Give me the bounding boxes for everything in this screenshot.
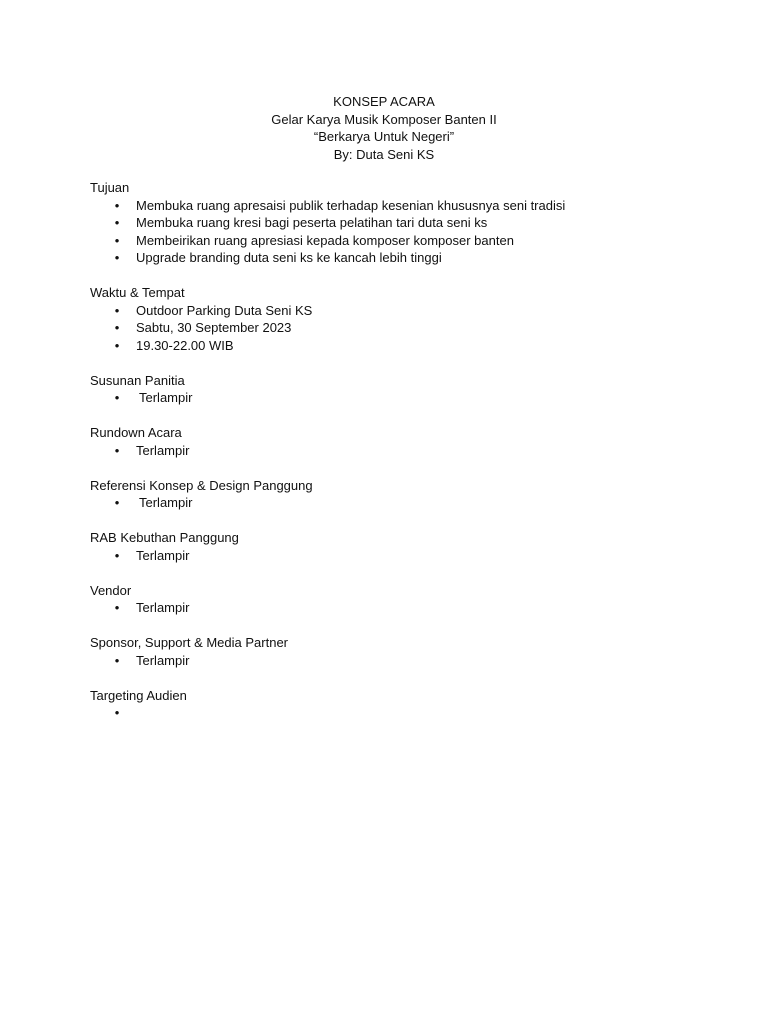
bullet-icon: • [114, 600, 120, 615]
list-item-text: 19.30-22.00 WIB [136, 337, 234, 353]
bullet-list [90, 197, 690, 267]
section-heading: Referensi Konsep & Design Panggung [90, 477, 313, 493]
bullet-icon: • [114, 442, 120, 458]
bullet-icon: • [114, 705, 120, 720]
document-title: KONSEP ACARA [333, 94, 435, 109]
bullet-icon: • [114, 215, 120, 230]
section-sponsor [90, 634, 690, 669]
document-body [90, 179, 690, 722]
section-heading: Susunan Panitia [90, 372, 185, 388]
list-item-text: Sabtu, 30 September 2023 [136, 320, 292, 335]
list-item-text: Membeirikan ruang apresiasi kepada komposer komposer banten [136, 232, 514, 248]
list-item-text: Upgrade branding duta seni ks ke kancah lebih tinggi [136, 250, 442, 265]
section-heading: Sponsor, Support & Media Partner [90, 635, 289, 650]
bullet-icon: • [114, 495, 120, 510]
list-item-text: Terlampir [139, 495, 193, 510]
list-item [90, 704, 690, 722]
section-rundown-acara [90, 424, 690, 459]
list-item [90, 302, 690, 320]
event-organizer: By: Duta Seni KS [333, 146, 435, 162]
list-item [90, 214, 690, 232]
list-item [90, 232, 690, 250]
section-tujuan [90, 179, 690, 267]
bullet-list [90, 389, 690, 407]
list-item [90, 319, 690, 337]
section-rab [90, 529, 690, 564]
list-item-text: Terlampir [139, 390, 193, 405]
bullet-icon: • [114, 302, 120, 318]
section-heading: RAB Kebuthan Panggung [90, 530, 239, 545]
bullet-icon: • [114, 232, 120, 248]
event-name: Gelar Karya Musik Komposer Banten II [271, 111, 497, 127]
list-item [90, 442, 690, 460]
list-item [90, 547, 690, 565]
list-item-text: Terlampir [136, 547, 190, 563]
bullet-list [90, 302, 690, 355]
section-heading: Tujuan [90, 180, 130, 195]
bullet-icon: • [114, 547, 120, 563]
bullet-list [90, 442, 690, 460]
list-item [90, 337, 690, 355]
section-heading: Targeting Audien [90, 687, 187, 703]
list-item-text: Terlampir [136, 442, 190, 458]
list-item [90, 249, 690, 267]
section-heading: Waktu & Tempat [90, 285, 185, 300]
list-item-text: Outdoor Parking Duta Seni KS [136, 302, 313, 318]
section-heading: Vendor [90, 582, 132, 598]
section-heading: Rundown Acara [90, 425, 182, 440]
section-vendor [90, 582, 690, 617]
section-targeting-audien [90, 687, 690, 722]
list-item [90, 389, 690, 407]
list-item [90, 494, 690, 512]
bullet-icon: • [114, 390, 120, 405]
bullet-icon: • [114, 337, 120, 353]
list-item [90, 197, 690, 215]
document-header [0, 93, 768, 163]
bullet-icon: • [114, 250, 120, 265]
bullet-list [90, 652, 690, 670]
list-item-text: Membuka ruang apresaisi publik terhadap kesenian khususnya seni tradisi [136, 197, 566, 213]
bullet-list [90, 599, 690, 617]
section-referensi-konsep [90, 477, 690, 512]
section-susunan-panitia [90, 372, 690, 407]
event-tagline: “Berkarya Untuk Negeri” [313, 129, 455, 144]
bullet-list [90, 704, 690, 722]
list-item [90, 599, 690, 617]
bullet-list [90, 494, 690, 512]
list-item [90, 652, 690, 670]
list-item-text: Terlampir [136, 652, 190, 668]
bullet-icon: • [114, 652, 120, 668]
list-item-text: Terlampir [136, 600, 190, 615]
bullet-list [90, 547, 690, 565]
bullet-icon: • [114, 197, 120, 213]
list-item-text: Membuka ruang kresi bagi peserta pelatihan tari duta seni ks [136, 215, 488, 230]
section-waktu-tempat [90, 284, 690, 354]
bullet-icon: • [114, 320, 120, 335]
